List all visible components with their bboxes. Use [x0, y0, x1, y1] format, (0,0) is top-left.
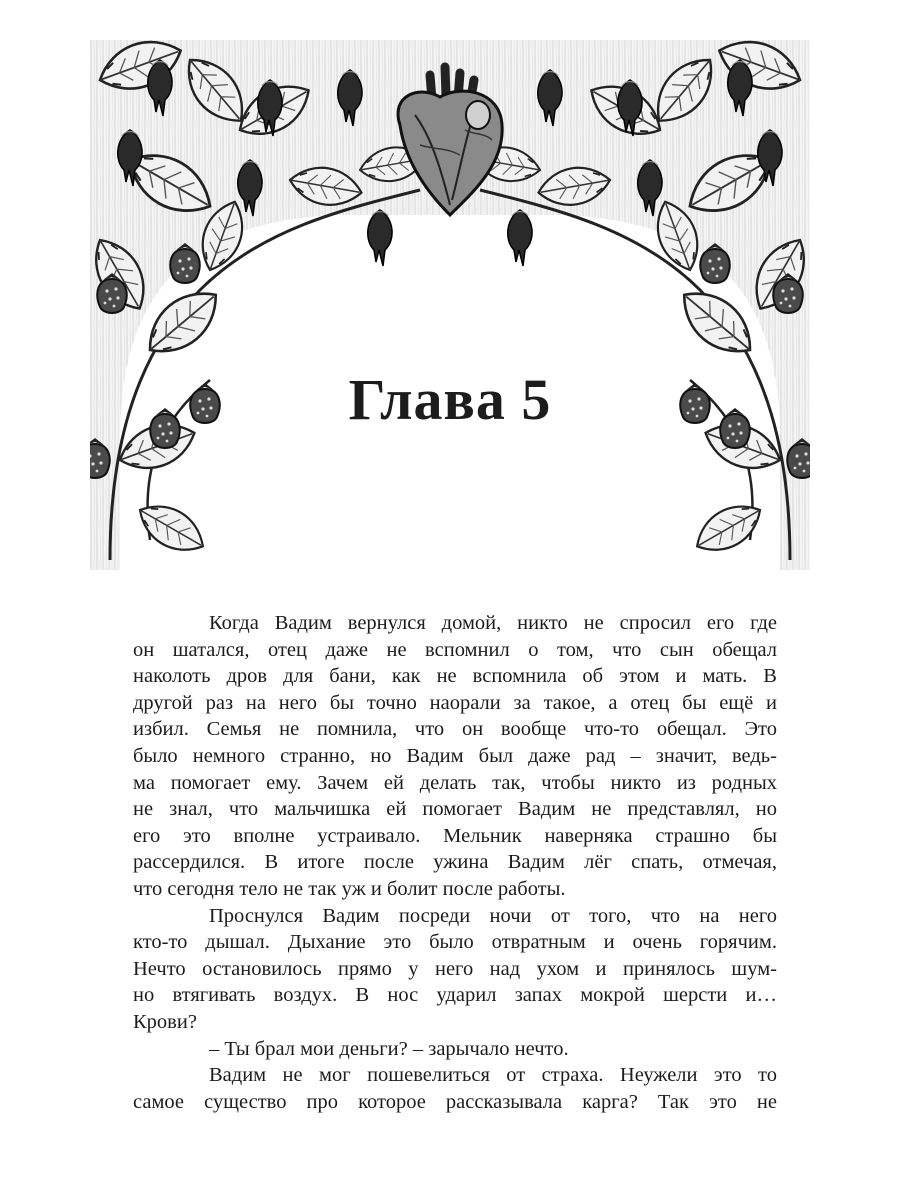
- text-line: что сегодня тело не так уж и болит после работы.: [133, 877, 566, 900]
- text-line: наколоть дров для бани, как не вспомнила об этом и мать. В: [133, 665, 777, 688]
- text-line: но втягивать воздух. В нос ударил запах мокрой шерсти и…: [133, 984, 777, 1007]
- text-line: Вадим не мог пошевелиться от страха. Неужели это то: [209, 1064, 777, 1087]
- chapter-body: [133, 610, 777, 1115]
- text-line: было немного странно, но Вадим был даже рад – значит, ведь-: [133, 744, 777, 767]
- text-line: избил. Семья не помнила, что он вообще что-то обещал. Это: [133, 718, 777, 741]
- text-line: другой раз на него бы точно наорали за такое, а отец бы ещё и: [133, 691, 777, 714]
- text-line: – Ты брал мои деньги? – зарычало нечто.: [209, 1037, 569, 1060]
- text-line: он шатался, отец даже не вспомнил о том, что сын обещал: [133, 638, 777, 661]
- paragraph: [133, 1036, 777, 1063]
- text-line: кто-то дышал. Дыхание это было отвратным и очень горячим.: [133, 931, 777, 954]
- paragraph: [133, 1062, 777, 1115]
- text-line: Когда Вадим вернулся домой, никто не спросил его где: [209, 612, 777, 634]
- text-line: рассердился. В итоге после ужина Вадим лёг спать, отмечая,: [133, 851, 777, 874]
- paragraph: [133, 610, 777, 903]
- decorative-frame-illustration: [90, 40, 810, 570]
- paragraph: [133, 903, 777, 1036]
- text-line: не знал, что мальчишка ей помогает Вадим не представлял, но: [133, 798, 777, 821]
- text-line: самое существо про которое рассказывала карга? Так это не: [133, 1090, 777, 1113]
- text-line: Крови?: [133, 1010, 197, 1033]
- text-line: его это вполне устраивало. Мельник наверняка страшно бы: [133, 824, 777, 847]
- chapter-title: Глава 5: [348, 367, 552, 432]
- text-line: Нечто остановилось прямо у него над ухом и принялось шум-: [133, 957, 777, 980]
- text-line: Проснулся Вадим посреди ночи от того, что на него: [209, 904, 777, 927]
- text-line: ма помогает ему. Зачем ей делать так, чтобы никто из родных: [133, 771, 777, 794]
